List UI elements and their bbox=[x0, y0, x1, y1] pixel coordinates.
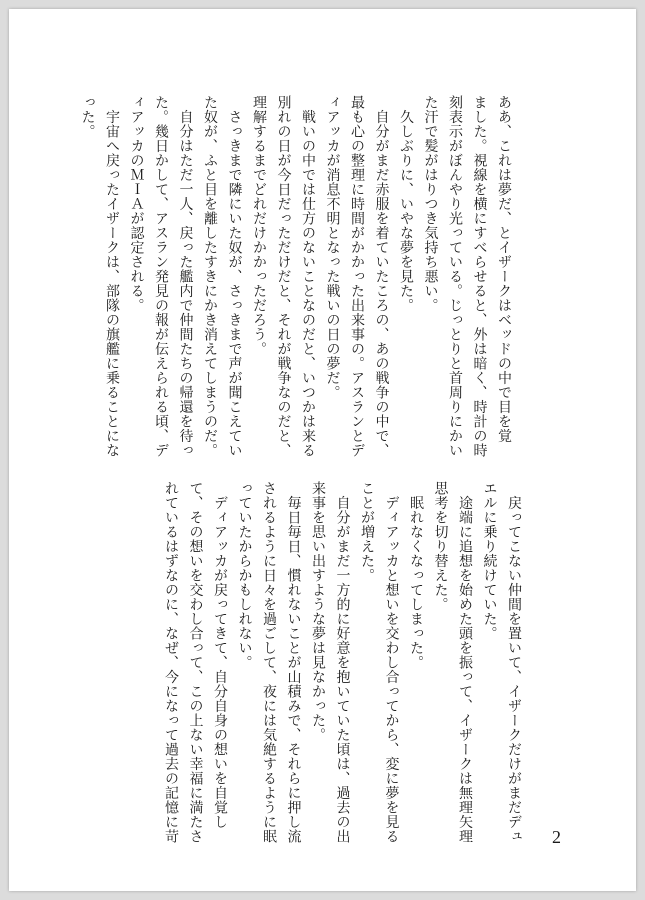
page-number: 2 bbox=[552, 827, 561, 847]
text-line: ました。視線を横にすべらせると、外は暗く、時計の時 bbox=[471, 95, 488, 458]
text-line: 眠れなくなってしまった。 bbox=[408, 481, 424, 670]
text-line: 自分がまだ赤服を着ていたころの、あの戦争の中で、 bbox=[373, 95, 390, 458]
text-line: ィアッカのＭＩＡが認定される。 bbox=[128, 95, 145, 313]
text-line: 戦いの中では仕方のないことなのだと、いつかは来る bbox=[300, 95, 316, 458]
text-line: ディアッカが戻ってきて、自分自身の想いを自覚し bbox=[212, 481, 228, 829]
text-line: さっきまで隣にいた奴が、さっきまで声が聞こえてい bbox=[226, 95, 243, 458]
lower-text-block bbox=[159, 481, 527, 844]
text-line: 自分がまだ一方的に好意を抱いていた頃は、過去の出 bbox=[334, 481, 351, 844]
text-line: ああ、これは夢だ、とイザークはベッドの中で目を覚 bbox=[496, 95, 512, 443]
text-line: 久しぶりに、いやな夢を見た。 bbox=[398, 95, 414, 313]
text-line: 宇宙へ戻ったイザークは、部隊の旗艦に乗ることにな bbox=[104, 95, 120, 458]
text-line: 来事を思い出すような夢は見なかった。 bbox=[310, 481, 326, 742]
text-line: た。幾日かして、アスラン発見の報が伝えられる頃、デ bbox=[153, 95, 169, 458]
document-page bbox=[9, 9, 636, 891]
text-line: 毎日毎日、慣れないことが山積みで、それらに押し流 bbox=[285, 481, 302, 844]
text-line: 別れの日が今日だっただけだと、それが戦争なのだと、 bbox=[275, 95, 292, 458]
text-line: っていたからかもしれない。 bbox=[236, 481, 253, 670]
text-line: 理解するまでどれだけかかっただろう。 bbox=[251, 95, 267, 356]
text-line: ことが増えた。 bbox=[359, 481, 375, 583]
text-line: 刻表示がぼんやり光っている。じっとりと首周りにかい bbox=[447, 95, 463, 458]
text-line: て、その想いを交わし合って、この上ない幸福に満たさ bbox=[187, 481, 204, 844]
text-line: た奴が、ふと目を離したすきにかき消えてしまうのだ。 bbox=[202, 95, 218, 458]
text-line: った。 bbox=[79, 95, 96, 139]
text-line: た汗で髪がはりつき気持ち悪い。 bbox=[422, 95, 439, 313]
text-line: ィアッカが消息不明となった戦いの日の夢だ。 bbox=[324, 95, 341, 400]
upper-text-block bbox=[75, 95, 516, 458]
text-line: 最も心の整理に時間がかかった出来事の。アスランとデ bbox=[349, 95, 365, 458]
text-line: れているはずなのに、なぜ、今になって過去の記憶に苛 bbox=[163, 481, 179, 844]
text-line: 途端に追想を始めた頭を振って、イザークは無理矢理 bbox=[457, 481, 473, 844]
text-line: 自分はただ一人、戻った艦内で仲間たちの帰還を待っ bbox=[177, 95, 194, 458]
text-line: ディアッカと想いを交わし合ってから、変に夢を見る bbox=[383, 481, 400, 844]
text-line: されるように日々を過ごして、夜には気絶するように眠 bbox=[261, 481, 277, 844]
text-line: エルに乗り続けていた。 bbox=[481, 481, 498, 641]
text-line: 戻ってこない仲間を置いて、イザークだけがまだデュ bbox=[506, 481, 522, 844]
text-line: 思考を切り替えた。 bbox=[432, 481, 449, 612]
